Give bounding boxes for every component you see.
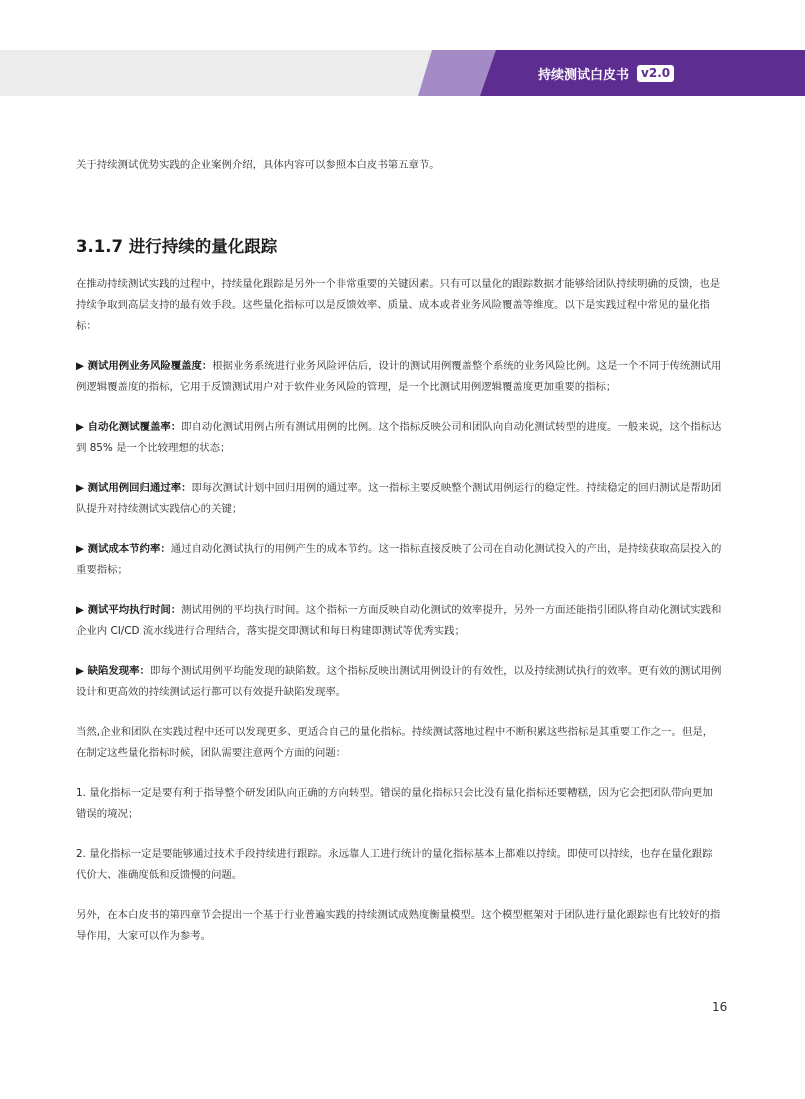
- metric-term: ▶ 缺陷发现率：: [76, 665, 150, 677]
- metric-term: ▶ 自动化测试覆盖率：: [76, 421, 182, 433]
- metric-item: [76, 356, 722, 398]
- lead-paragraph: 在推动持续测试实践的过程中，持续量化跟踪是另外一个非常重要的关键因素。只有可以量化的跟踪数据才能够给团队持续明确的反馈，也是持续争取到高层支持的最有效手段。这些量化指标可以是反馈效率、质量、成本或者业务风险覆盖等维度。以下是实践过程中常见的量化指标：: [76, 278, 721, 332]
- metric-term: ▶ 测试用例业务风险覆盖度：: [76, 360, 213, 372]
- page-content: [76, 155, 722, 947]
- metric-description: 通过自动化测试执行的用例产生的成本节约。这一指标直接反映了公司在自动化测试投入的产出，是持续获取高层投入的重要指标；: [76, 543, 722, 576]
- metric-description: 根据业务系统进行业务风险评估后，设计的测试用例覆盖整个系统的业务风险比例。这是一个不同于传统测试用例逻辑覆盖度的指标，它用于反馈测试用户对于软件业务风险的管理，是一个比测试用例逻辑覆盖度更加重要的指标；: [76, 360, 722, 393]
- page-number: 16: [712, 1000, 728, 1014]
- intro-paragraph: 关于持续测试优势实践的企业案例介绍，具体内容可以参照本白皮书第五章节。: [76, 159, 440, 171]
- metric-item: [76, 539, 722, 581]
- document-title: 持续测试白皮书: [538, 67, 630, 83]
- numbered-point: 2. 量化指标一定是要能够通过技术手段持续进行跟踪。永远靠人工进行统计的量化指标基本上都难以持续。即使可以持续，也存在量化跟踪代价大、准确度低和反馈慢的问题。: [76, 848, 713, 881]
- metric-item: [76, 478, 722, 520]
- header-title: [538, 63, 674, 83]
- metric-description: 即自动化测试用例占所有测试用例的比例。这个指标反映公司和团队向自动化测试转型的进度。一般来说，这个指标达到 85% 是一个比较理想的状态；: [76, 421, 722, 454]
- metric-term: ▶ 测试用例回归通过率：: [76, 482, 192, 494]
- metric-item: [76, 661, 722, 703]
- metric-description: 即每个测试用例平均能发现的缺陷数。这个指标反映出测试用例设计的有效性，以及持续测试执行的效率。更有效的测试用例设计和更高效的持续测试运行都可以有效提升缺陷发现率。: [76, 665, 722, 698]
- closing-paragraph: 另外，在本白皮书的第四章节会提出一个基于行业普遍实践的持续测试成熟度衡量模型。这个模型框架对于团队进行量化跟踪也有比较好的指导作用，大家可以作为参考。: [76, 909, 721, 942]
- metric-term: ▶ 测试成本节约率：: [76, 543, 171, 555]
- section-heading: 3.1.7 进行持续的量化跟踪: [76, 237, 278, 256]
- metric-term: ▶ 测试平均执行时间：: [76, 604, 182, 616]
- note-paragraph: 当然,企业和团队在实践过程中还可以发现更多、更适合自己的量化指标。持续测试落地过程中不断积累这些指标是其重要工作之一。但是，在制定这些量化指标时候，团队需要注意两个方面的问题：: [76, 726, 714, 759]
- version-badge: v2.0: [637, 65, 674, 82]
- numbered-point: 1. 量化指标一定是要有利于指导整个研发团队向正确的方向转型。错误的量化指标只会比没有量化指标还要糟糕，因为它会把团队带向更加错误的境况；: [76, 787, 713, 820]
- metric-description: 即每次测试计划中回归用例的通过率。这一指标主要反映整个测试用例运行的稳定性。持续稳定的回归测试是帮助团队提升对持续测试实践信心的关键；: [76, 482, 722, 515]
- metric-description: 测试用例的平均执行时间。这个指标一方面反映自动化测试的效率提升，另外一方面还能指引团队将自动化测试实践和企业内 CI/CD 流水线进行合理结合，落实提交即测试和每日构建即测试等优秀实践；: [76, 604, 722, 637]
- metric-item: [76, 417, 722, 459]
- metric-item: [76, 600, 722, 642]
